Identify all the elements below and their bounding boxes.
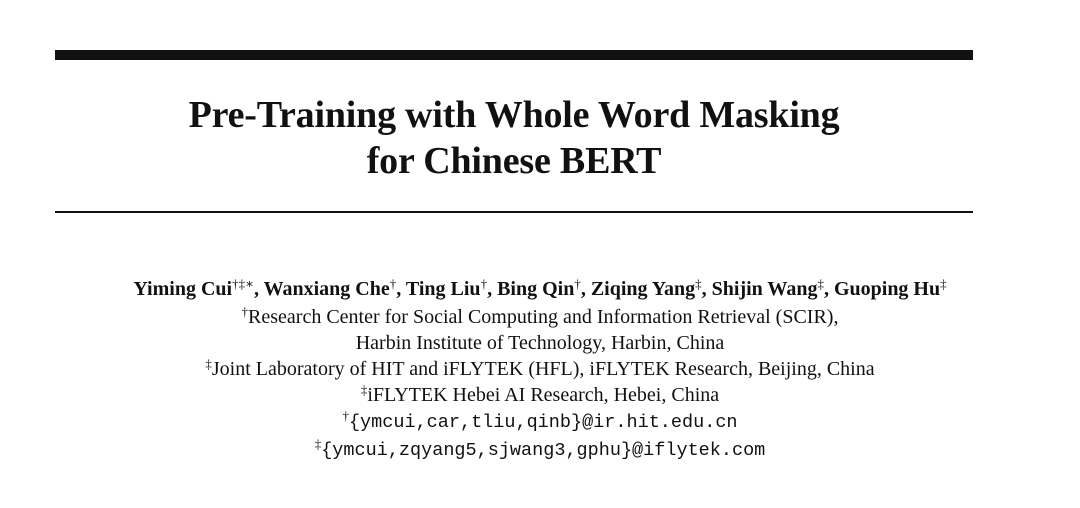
- author-name: Shijin Wang: [711, 278, 818, 300]
- author-name: Ziqing Yang: [590, 278, 696, 300]
- double-dagger-mark: ‡: [360, 382, 368, 397]
- author-marks: ‡: [695, 276, 702, 291]
- double-dagger-mark: ‡: [314, 436, 322, 451]
- affiliation-hfl: [0, 356, 1080, 382]
- title-rule: [55, 211, 973, 213]
- author: [834, 278, 947, 300]
- author-marks: ‡: [940, 276, 947, 291]
- author-marks: †: [389, 276, 397, 291]
- author-separator: ,: [823, 278, 834, 300]
- affiliation-scir: [0, 304, 1080, 330]
- author: [133, 278, 263, 300]
- author-name: Wanxiang Che: [263, 278, 390, 300]
- double-dagger-mark: ‡: [205, 356, 212, 371]
- author: [497, 278, 591, 300]
- author-marks: †‡∗: [232, 276, 254, 291]
- author: [591, 278, 712, 300]
- author-marks: †: [574, 276, 581, 291]
- email-hit: [0, 408, 1080, 436]
- author-name: Guoping Hu: [833, 278, 941, 300]
- affiliation-scir-text: Research Center for Social Computing and Information Retrieval (SCIR),: [248, 306, 839, 328]
- author: [712, 278, 834, 300]
- affiliation-hebei: [0, 382, 1080, 408]
- email-iflytek-text: {ymcui,zqyang5,sjwang3,gphu}@iflytek.com: [321, 440, 766, 461]
- author-separator: ,: [253, 278, 264, 300]
- dagger-mark: †: [241, 304, 249, 319]
- title-line-1: Pre-Training with Whole Word Masking: [188, 94, 840, 136]
- dagger-mark: †: [342, 408, 349, 423]
- affiliation-hfl-text: Joint Laboratory of HIT and iFLYTEK (HFL), iFLYTEK Research, Beijing, China: [211, 358, 875, 380]
- author-name: Yiming Cui: [133, 278, 233, 300]
- author-separator: ,: [487, 278, 498, 300]
- author: [264, 278, 406, 300]
- top-rule: [55, 50, 973, 60]
- paper-title: [55, 92, 973, 184]
- author-marks: ‡: [817, 276, 824, 291]
- title-line-2: for Chinese BERT: [366, 140, 662, 182]
- email-hit-text: {ymcui,car,tliu,qinb}@ir.hit.edu.cn: [348, 412, 738, 433]
- affiliation-hit: Harbin Institute of Technology, Harbin, China: [355, 332, 725, 354]
- author: [406, 278, 497, 300]
- author-separator: ,: [396, 278, 406, 300]
- author-name: Bing Qin: [497, 278, 575, 300]
- author-list: [0, 276, 1080, 302]
- author-marks: †: [480, 276, 488, 291]
- affiliations: [0, 304, 1080, 464]
- email-iflytek: [0, 436, 1080, 464]
- author-separator: ,: [580, 278, 591, 300]
- author-name: Ting Liu: [405, 278, 481, 300]
- author-separator: ,: [701, 278, 712, 300]
- affiliation-hebei-text: iFLYTEK Hebei AI Research, Hebei, China: [367, 384, 720, 406]
